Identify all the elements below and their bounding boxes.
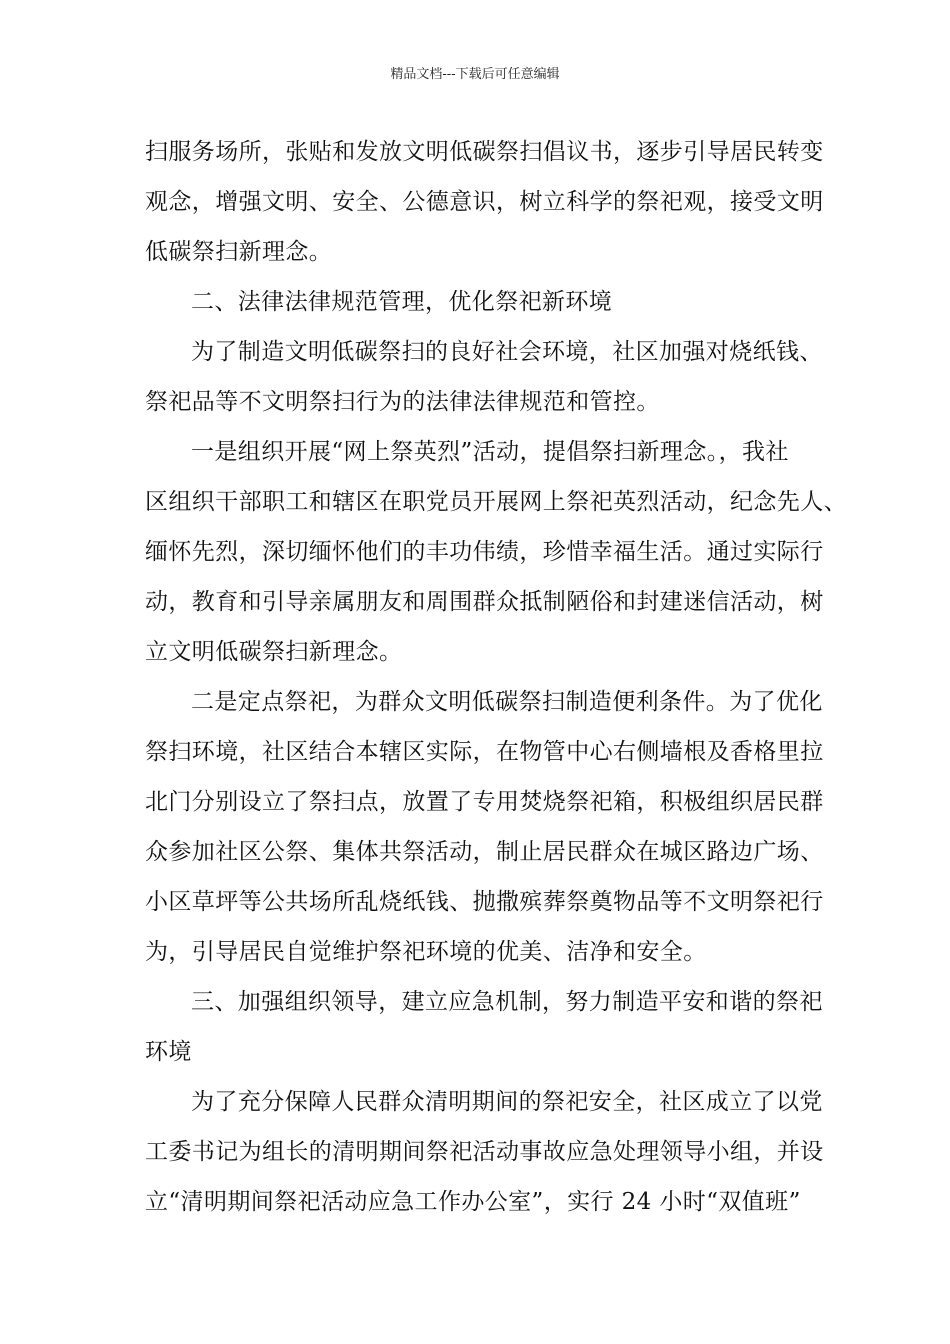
text-line: 缅怀先烈，深切缅怀他们的丰功伟绩，珍惜幸福生活。通过实际行 (145, 539, 824, 565)
page-header: 精品文档---下载后可任意编辑 (390, 67, 560, 82)
text-line: 祭祀品等不文明祭扫行为的法律法律规范和管控。 (145, 389, 660, 415)
text-line: 低碳祭扫新理念。 (145, 239, 333, 265)
text-line: 众参加社区公祭、集体共祭活动，制止居民群众在城区路边广场、 (145, 839, 824, 865)
text-line: 立“清明期间祭祀活动应急工作办公室”，实行 24 小时“双值班” (145, 1189, 801, 1215)
text-line: 小区草坪等公共场所乱烧纸钱、抛撒殡葬祭奠物品等不文明祭祀行 (145, 889, 824, 915)
text-line: 北门分别设立了祭扫点，放置了专用焚烧祭祀箱，积极组织居民群 (145, 789, 824, 815)
text-line: 工委书记为组长的清明期间祭祀活动事故应急处理领导小组，并设 (145, 1139, 824, 1165)
text-line: 动，教育和引导亲属朋友和周围群众抵制陋俗和封建迷信活动，树 (145, 589, 824, 615)
text-line: 为了充分保障人民群众清明期间的祭祀安全，社区成立了以党 (191, 1089, 823, 1115)
text-line: 一是组织开展“网上祭英烈”活动，提倡祭扫新理念。，我社 (191, 439, 789, 465)
section-heading: 二、法律法律规范管理，优化祭祀新环境 (191, 289, 613, 315)
section-heading: 三、加强组织领导，建立应急机制，努力制造平安和谐的祭祀 (191, 989, 823, 1015)
text-line: 祭扫环境，社区结合本辖区实际，在物管中心右侧墙根及香格里拉 (145, 739, 824, 765)
text-line: 扫服务场所，张贴和发放文明低碳祭扫倡议书，逐步引导居民转变 (145, 139, 824, 165)
text-line: 为了制造文明低碳祭扫的良好社会环境，社区加强对烧纸钱、 (191, 339, 823, 365)
text-line: 二是定点祭祀，为群众文明低碳祭扫制造便利条件。为了优化 (191, 689, 823, 715)
text-line: 区组织干部职工和辖区在职党员开展网上祭祀英烈活动，纪念先人、 (145, 489, 847, 515)
section-heading-continued: 环境 (145, 1039, 192, 1065)
text-line: 观念，增强文明、安全、公德意识，树立科学的祭祀观，接受文明 (145, 189, 824, 215)
text-line: 为，引导居民自觉维护祭祀环境的优美、洁净和安全。 (145, 939, 707, 965)
document-body (145, 133, 847, 1233)
text-line: 立文明低碳祭扫新理念。 (145, 639, 403, 665)
